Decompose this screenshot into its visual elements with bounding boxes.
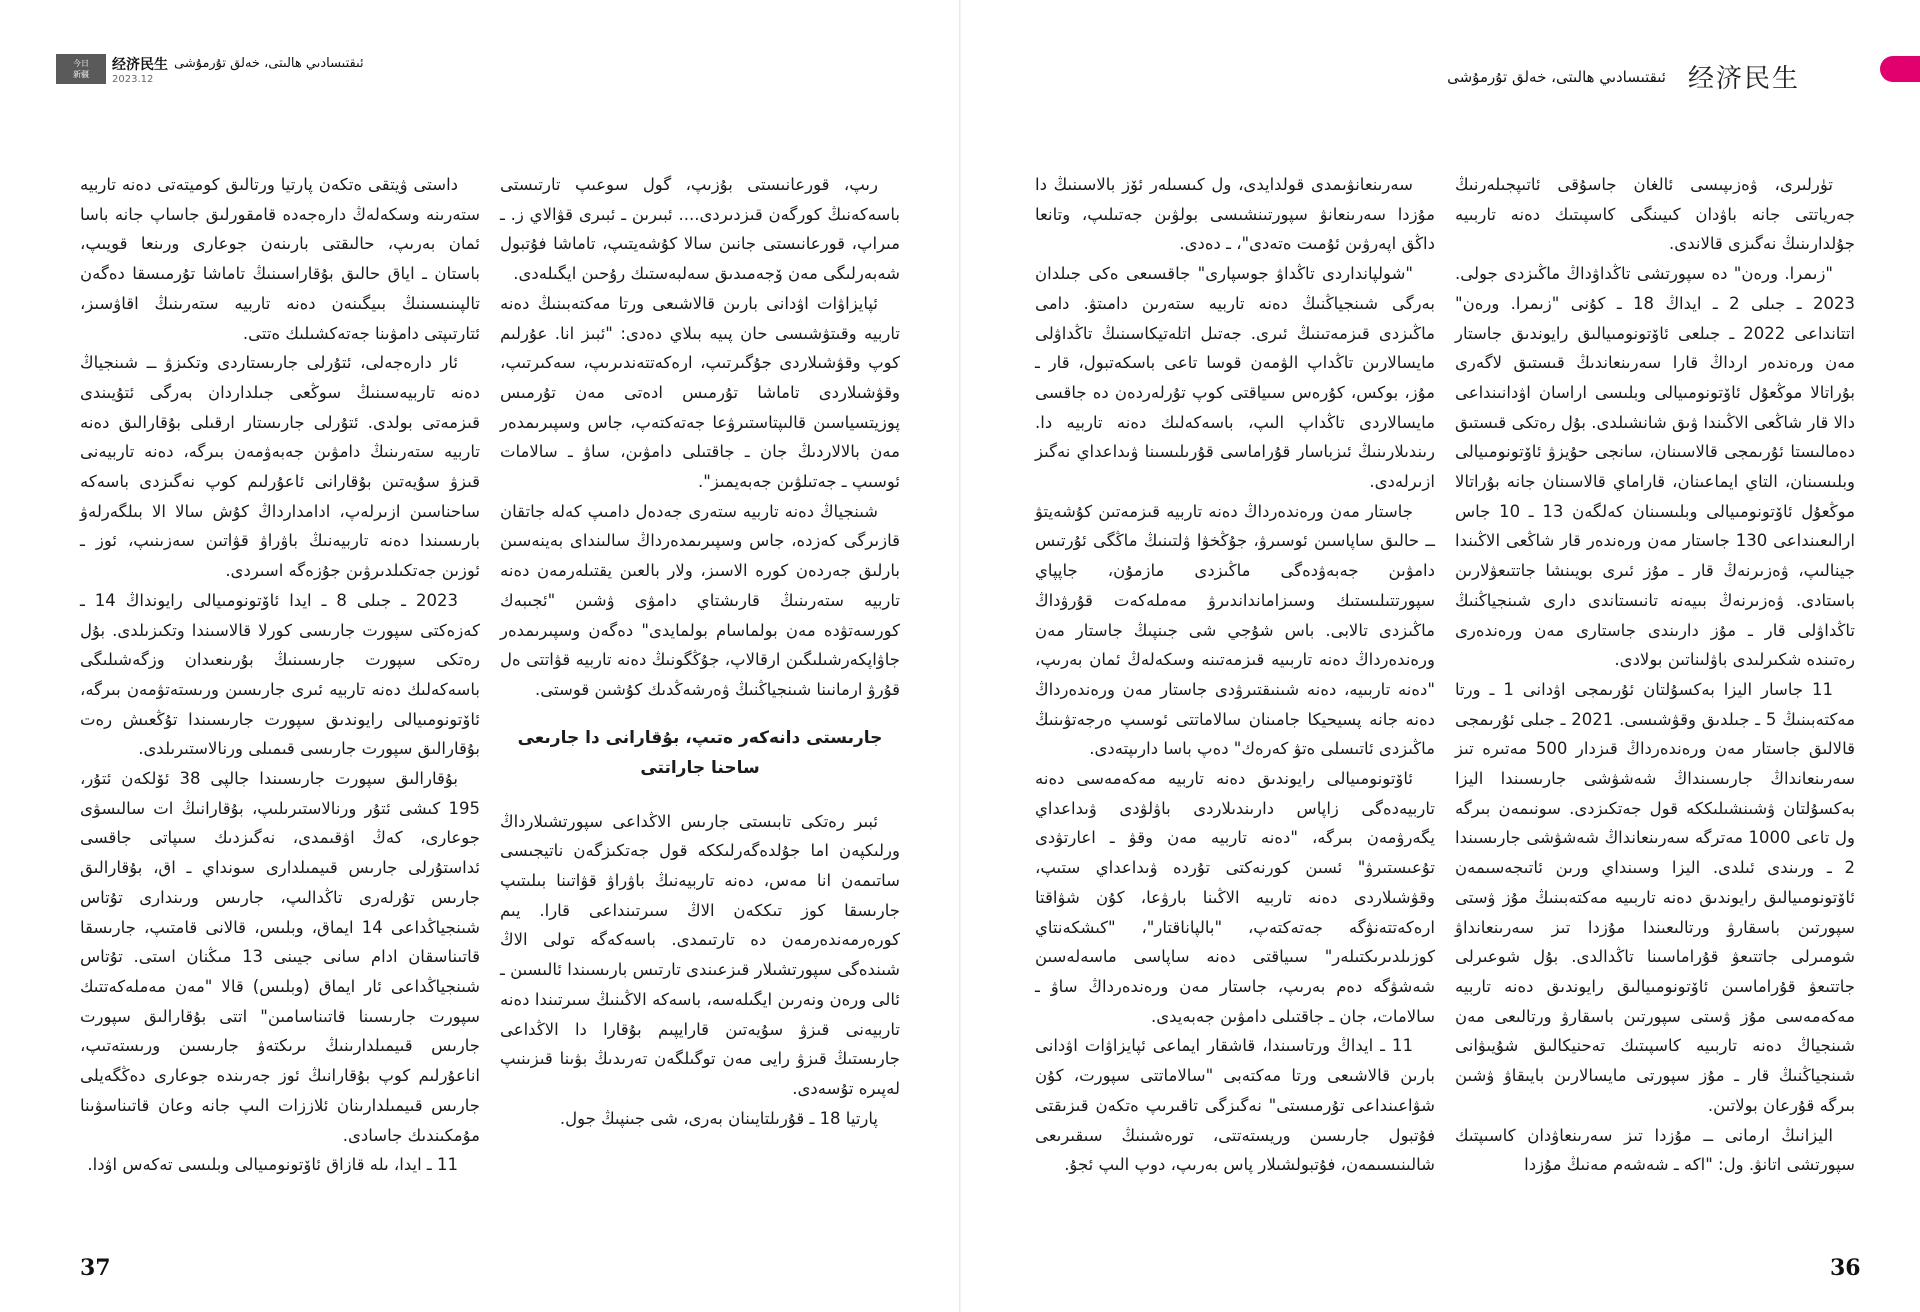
paragraph: پارتيا 18 ـ قۇرىلتايىنان بەرى، شى جىنپىڭ جول.: [559, 1108, 878, 1128]
paragraph: 11 جاسار اليزا بەكسۇلتان ئۇرىمجى اۋدانى 1 ـ ورتا مەكتەبىنىڭ 5 ـ جىلدىق وقۋشىسى. 2021 ـ جىلى ئۇرىمجى قالالىق جاستار مەن ورەندەرداڭ قىزدار 500 مەتىرە تىز سەرىنعانداڭ جارىسىنداڭ شەشۋشى جارىسىندا اليزا بەكسۇلتان ۋشىنشىلىككە قول جەتكىزدى. سونىمەن بىرگە ول تاعى 1000 مەترگە سەرىنعانداڭ شەشۋشى جارىسىندا 2 ـ ورىندى ئىلدى. اليزا وسىنداي ورىن ئاتىجەسىمەن ئاۆتونومىيالىق رايوندىق دەنە تاربىيە مەكتەبىنىڭ مۇز ۋستى سپورتىن باسقارۋ ورتالىعىندا مۇزدا تىز سەرىنعانداۋ شومىرلى جاتتىعۋ قۇراماسىنا تاڭدالدى. بۇل شوعىرلى جاتتىعۋ قۇراماسىن ئاۆتونومىيالىق رايوندىق دەنە تاربيە مەكەمەسى مۇز ۋستى سپورتىن باسقارۋ ورتالىعى مەن شىنجياڭ دەنە تاربىيە كاسپىتىك تەحنيكالىق شۇيىۋانى شىنجياڭنىڭ قار ـ مۇز سپورتى مايسالارىن بايىقاۋ ۋشىن بىرگە قۇرعان بولاتىن.: [1455, 679, 1855, 1115]
accent-tab: [1880, 56, 1920, 82]
paragraph: اليزانىڭ ارمانى ــ مۇزدا تىز سەرىنعاۋدان كاسىپتىك سپورتشى اتانۋ. ول: "اكە ـ شەشەم مەنىڭ مۇزدا: [1455, 1125, 1855, 1175]
page-number-right: 36: [1830, 1255, 1861, 1281]
section-heading: جارىستى دانەكەر ەتىپ، بۇقارانى دا جارىعى ساحنا جاراتتى: [517, 727, 883, 778]
paragraph: سەرىنعانۋىمدى قولدايدى، ول كىسىلەر ئۆز بالاسىنىڭ دا مۇزدا سەرىنعانۋ سپورتىنشىسى بولۋىن جەتىلىپ، وتانعا داڭق اپەرۋىن ئۇمىت ەتەدى"، ـ دەدى.: [1035, 175, 1435, 254]
paragraph: ئاۆتونومىيالى رايوندىق دەنە تاربيە مەكەمەسى دەنە تاربيەدەگى زاپاس دارىندىلاردى باۋلۋدى ۋىداعداي يگەرۋمەن بىرگە، "دەنە تاربيە مەن وقۋ ـ اعارتۋدى تۇعىستىرۋ" ئسىن كورنەكتى تۇردە ۋىداعداي ستىپ، وقۋشىلاردى دەنە تاربيە الاڭىنا بارۋعا، كۇن شۋاقتا ارەكەتتەنۋگە جەتەكتەپ، "بالپاناقتار"، "كىشكەنتاي كوزىلدىرىكتىلەر" سىياقتى دەنە ساپاسى ماسەلەسىن شەشۋگە دەم بەرىپ، جاستار مەن ورەندەرداڭ ساۋ ـ سالامات، جان ـ جاقتىلى دامۋىن جەبەيدى.: [1035, 769, 1435, 1026]
paragraph: ئار دارەجەلى، ئتۇرلى جارىستاردى وتكىزۋ ــ شىنجياڭ دەنە تاربيەسىنىڭ سوڭعى جىلداردان بەرگى ئتۇيىندى قىزمەتى بولدى. ئتۇرلى جارىستار ارقىلى بۇقارالىق دەنە تاربيە ستەرىنىڭ دامۋىن جەبەۋمەن بىرگە، دەنە تاربيەنى قىزۋ سۇيەتىن بۇقارانى ئاعۇرلىم كوپ نەگىزدى باسەكە ساحناسىن ازىرلەپ، ادامدارداڭ كۇش سالا الا بىلگەرلەۋ بارىسىندا دەنە تاربيەنىڭ باۋراۋ قۋاتىن سەزىنىپ، ئوز ـ ئوزىن جەتكىلدىرۋىن جۇزەگە اسىردى.: [80, 353, 480, 581]
paragraph: داستى ۋيتقى ەتكەن پارتيا ورتالىق كوميتەتى دەنە تاربيە ستەرىنە وسكەلەڭ دارەجەدە قامقورلىق جاساپ جانە باسا ئمان بەرىپ، حالىقتى بارىنەن جوعارى ورىنعا قويىپ، باستان ـ اياق حالىق بۇقاراسىنىڭ تاماشا تۇرمىسقا دەگەن تالپىنىسىنىڭ بىيگىنەن دەنە تاربيە ستەرىنىڭ اقاۋسىز، ئتارتىپتى دامۋىنا جەتەكشىلىك ەتتى.: [80, 175, 480, 343]
issue-date: 2023.12: [112, 73, 154, 85]
column-right-outer: [1455, 170, 1855, 1180]
paragraph: 11 ـ ايدا، ىلە قازاق ئاۆتونومىيالى وبلىسى تەكەس اۋدا.: [87, 1155, 458, 1175]
paragraph: 2023 ـ جىلى 8 ـ ايدا ئاۆتونومىيالى رايونداڭ 14 ـ كەزەكتى سپورت جارىسى كورلا قالاسىندا وتكىزىلدى. بۇل رەتكى سپورت جارىسىنىڭ بۇرىنعىدان وزگەشىلىگى باسەكەلىك دەنە تاربيە ئىرى جارىسىن ورىستەتۋمەن بىرگە، ئاۆتونومىيالى رايوندىق سپورت جارىسىندا تۇڭعىش رەت بۇقارالىق سپورت جارىسى قىمىلى ورنالاستىرىلدى.: [80, 590, 480, 759]
magazine-section-cn: 经济民生: [112, 56, 168, 73]
header-title-group: [112, 54, 364, 85]
left-page-header: [56, 52, 364, 86]
paragraph: شىنجياڭ دەنە تاربيە ستەرى جەدەل دامىپ كەلە جاتقان قازىرگى كەزدە، جاس وسپىرىمدەرداڭ سالىنداى بەينەسىن بارلىق جەردەن كورە الاسىز، ولار بالعىن يقتىلەرمەن دەنە تاربيە ستەرىنىڭ قارىشتاي دامۋى ۋشىن "ئجىبەك كورسەتۋدە مەن بولماسام بولمايدى" دەگەن وسپىرىمدەر جاۋاپكەرشىلىگىن ارقالاپ، جۇڭگونىڭ دەنە تاربيە قۋاتتى ەل قۇرۋ ارمانىنا شىنجياڭنىڭ ۋەرشەڭدىك كۇشىن قوستى.: [500, 501, 900, 699]
paragraph: 11 ـ ايداڭ ورتاسىندا، قاشقار ايماعى ئپايزاۋات اۋدانى بارىن قالاشىعى ورتا مەكتەبى "سالاماتتى سپورت، كۇن شۋاعىنداعى تۇرمىستى" نەگىزگى تاقىرىپ ەتكەن قىزىقتى فۇتبول جارىسىن وريستەتتى، تورەشىنىڭ سىقىرىعى شالىنىسىمەن، فۇتبولشىلار پاس بەرىپ، دوپ الىپ ئجۇ.: [1035, 1036, 1435, 1175]
paragraph: ئبىر رەتكى تابىستى جارىس الاڭداعى سپورتشىلارداڭ ورلىكپەن اما جۇلدەگەرلىككە قول جەتكىزگەن ناتيجىسى ساتىمەن انا مەس، دەنە تاربيەنىڭ باۋراۋ قۋاتىنا بىلىتىپ جارىسقا كوز تىككەن الاڭ سىرتىنداعى قارا. يىم كورەرمەندەرمەن دە تارتىمدى. باسەكەگە تولى الاڭ شىندەگى سپورتشىلار قىزعىندى تارتىس بارىسىندا ئالىسىن ـ ئالى ورەن ونەرىن ايگىلەسە، باسەكە الاڭىنىڭ سىرتىندا دەنە تاربيەنى قىزۋ سۇيەتىن قارايپىم بۇقارا دا الاڭداعى جارىستىڭ قىزۋ رايى مەن توگىلگەن تەرىدىڭ بۋىنا قىزىنىپ لەپىرە تۇسەدى.: [500, 811, 900, 1098]
paragraph: "زىمرا. ورەن" دە سپورتشى تاڭداۋداڭ ماڭىزدى جولى. 2023 ـ جىلى 2 ـ ايداڭ 18 ـ كۇنى "زىمرا. ورەن" اتتانداعى 2022 ـ جىلعى ئاۆتونومىيالىق رايوندىق جاستار مەن ورەندەر ارداڭ قارا سەرىنعاندىڭ قىستىق لاگەرى بۇراتالا موڭعۇل ئاۆتونومىيالى وبلىسى اراسان اۋدانىنداعى دالا قار شاڭعى الاڭىندا ۋىق شانشىلدى. بۇل رەتكى قىستىق دەمالىستا ئۇرىمجى قالاسىنان، سانجى حۇيزۋ ئاۆتونومىيالى وبلىسىنان، التاي ايماعىنان، قاراماي قالاسىنان جانە بۇراتالا موڭعۇل ئاۆتونومىيالى وبلىسىنان كەلگەن 13 ـ 10 جاس ارالىعىنداعى 130 جاستار مەن ورەندەر قار شاڭعى الاڭىندا جينالىپ، ۋەزىرنەڭ قار ـ مۇز ئىرى بويىنشا جاتتىعۋلارىن باستادى. ۋەزىرنەڭ بىيەنە تانىستاندى دارى شىنجياڭنىڭ تاڭداۋلى قار ـ مۇز دارىندى جاستارى مەن ورەندەرى رەتىندە شكىرلىدى باۋلىناتىن بولادى.: [1455, 264, 1856, 670]
magazine-section-cn: 经济民生: [1687, 64, 1800, 94]
paragraph: بۇقارالىق سپورت جارىسىندا جالپى 38 ئۆلكەن ئتۇر، 195 كىشى ئتۇر ورنالاستىرىلىپ، بۇقارانىڭ ات سالىسۋى جوعارى، كەڭ اۋقىمدى، نەگىزدىك سىپاتى جاقسى ئداستۇرلى جارىس قىيمىلدارى سونداي ـ اق، بۇقارالىق جارىس تۇرلەرى تاڭدالىپ، جارىس ورىندارى تۇتاس شىنجياڭداعى 14 ايماق، وبلىس، قالانى قامتىپ، جارىسقا قاتىناسقان ادام سانى جيىنى 13 مىڭنان استى. تۇتاس شىنجياڭداعى ئار ايماق (وبلىس) قالا "مەن مەملەكەتتىك سپورت جارىسىنا قاتىناسامىن" اتتى بۇقارالىق سپورت جارىس قىيمىلدارىنىڭ ىرىكتەۋ جارىسىن ورىستەتىپ، اناعۇرلىم كوپ بۇقارانىڭ ئوز جەرىندە جوعارى دەڭگەيلى جارىس قىيمىلدارىنان ئلاززات الىپ جانە وعان قاتىناسۋىنا مۇمكىندىك جاسادى.: [80, 769, 480, 1145]
column-left-inner: [500, 170, 900, 1133]
paragraph: جاستار مەن ورەندەرداڭ دەنە تاربيە قىزمەتىن كۇشەيتۋ ــ حالىق ساپاسىن ئوسىرۋ، جۇڭخۋا ۋلتىنىڭ ماڭگى ئۇرتىس دامۋىن جەبەۋدەگى ماڭىزدى مازمۇن، جاپپاي سپورتتىلىستىك وسىزامانداندىرۋ مەملەكەت قۇرۋداڭ ماڭىزدى تالابى. باس شۇجي شى جىنپىڭ جاستار مەن ورەندەرداڭ دەنە تاربىيە قىزمەتىنە وسكەلەڭ ئمان بەرىپ، "دەنە تاربىيە، دەنە شىنىقتىرۋدى جاستار مەن ورەندەرداڭ دەنە جانە پسيحيكا جامىنان سالاماتتى ئوسىپ ەرجەتۋىنىڭ ماڭىزدى ئاتىسلى ەتۋ كەرەك" دەپ باسا دارىپتەدى.: [1035, 501, 1435, 759]
paragraph: رىپ، قورعانىستى بۇزىپ، گول سوعىپ تارتىستى باسەكەنىڭ كورگەن قىزدىردى.... ئبىرىن ـ ئبىرى قۋالاي ز. ـ مىراپ، قورعانىستى جانىن سالا كۇشەيتىپ، تاماشا فۇتبول شەبەرلىگى مەن ۆجەمىدىق سەلبەستىك رۇحىن ايگىلەدى.: [500, 175, 900, 284]
magazine-logo: 今日 新疆: [56, 54, 106, 84]
paragraph: ئپايزاۋات اۋدانى بارىن قالاشىعى ورتا مەكتەبىنىڭ دەنە تاربيە وقىتۋشىسى حان پىيە بىلاي دەدى: "ئبىز انا. عۇرلىم كوپ وقۋشىلاردى جۇگىرتىپ، ارەكەتتەندىرىپ، سەكىرتىپ، وقۋشىلاردى تاماشا تۇرمىس ادەتى مەن تۇرمىس پوزيتسياسىن قالىپتاستىرۋعا جەتەكتەپ، جاس وسپىرىمدەر مەن بالالاردىڭ جان ـ جاقتىلى دامۋىن، ساۋ ـ سالامات ئوسىپ ـ جەتىلۋىن جەبەيمىز".: [500, 293, 900, 492]
paragraph: "شولپانداردى تاڭداۋ جوسپارى" جاقسىعى ەكى جىلدان بەرگى شىنجياڭنىڭ دەنە تاربيە ستەرىن دامىتۋ. دامى ماڭىزدى قىزمەتىنىڭ ئىرى. جەتىل اتلەتيكاسىنىڭ تاڭداۋلى مايسالارىن تاڭداپ الۋمەن قوسا تاعى باسكەتبول، قار ـ مۇز، بوكس، كۇرەس سىياقتى كوپ تۇرلەردەن دە جاقسى مايسالاردى تاڭداپ الىپ، باسەكەلىك دەنە تاربيە دا. رىندىلارىنىڭ ئىزباسار قۇراماسى قۇرىلىسىنا ۋىداعداي نەگىز ازىرلەدى.: [1035, 264, 1435, 492]
section-title-ug: ئىقتىسادىي ھالىتى، خەلق تۇرمۇشى: [174, 56, 364, 71]
page-number-left: 37: [80, 1255, 111, 1281]
section-title-ug: ئىقتىسادىي ھالىتى، خەلق تۇرمۇشى: [1447, 67, 1666, 86]
right-page-header: [1447, 58, 1800, 95]
column-left-outer: [80, 170, 480, 1180]
column-right-inner: [1035, 170, 1435, 1180]
paragraph: تۈرلىرى، ۋەزىپىسى ئالغان جاسۇقى ئاتىپجىلەرنىڭ جەرياتتى جانە باۋدان كىيىنگى كاسپىتىك دەنە تاربىيە جۇلدارىنىڭ نەگىزى قالاندى.: [1455, 175, 1855, 254]
